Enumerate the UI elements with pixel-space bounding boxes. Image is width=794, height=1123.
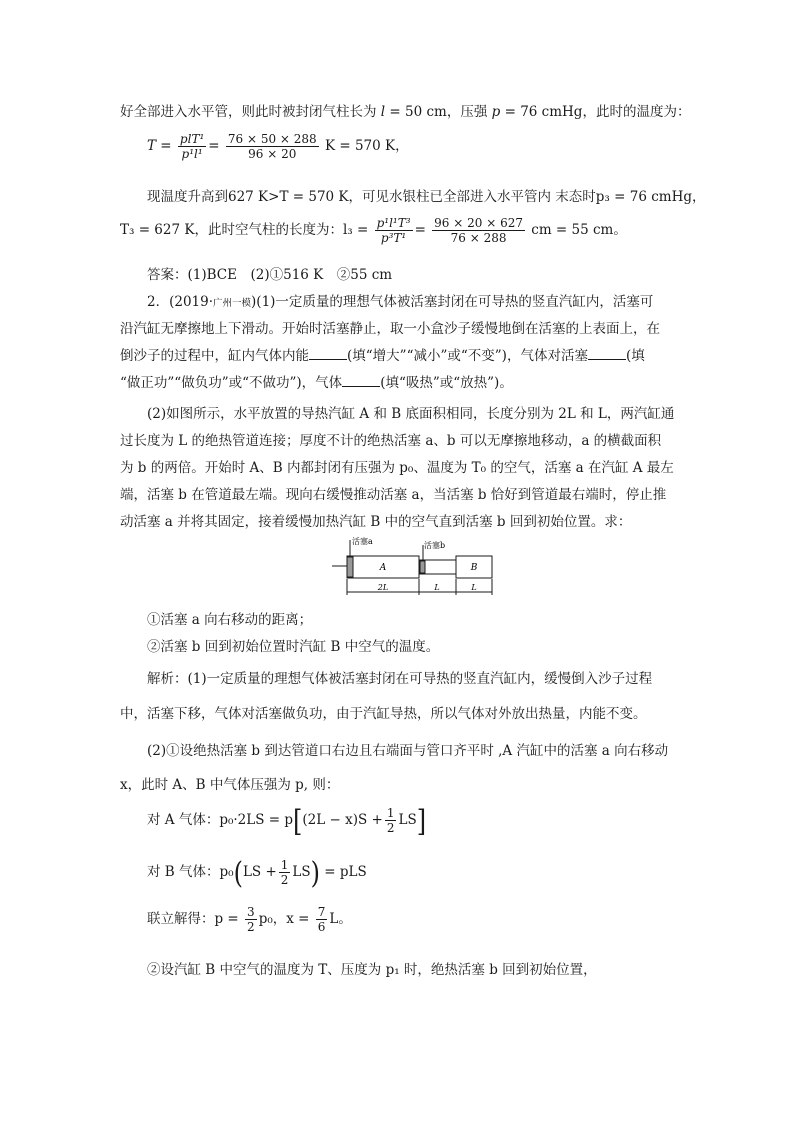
numerator: 1 xyxy=(386,806,395,820)
denominator: 2 xyxy=(247,920,255,934)
text: 联立解得：p = xyxy=(147,911,239,927)
dim-L-pipe: L xyxy=(434,583,440,592)
text: 对 A 气体：p₀·2LS = p xyxy=(147,812,294,828)
text: 对 B 气体：p₀ xyxy=(147,864,234,880)
blank xyxy=(342,374,380,387)
analysis-line-4: x，此时 A、B 中气体压强为 p, 则： xyxy=(120,777,340,793)
result: cm = 55 cm。 xyxy=(526,222,627,238)
text: 倒沙子的过程中，缸内气体内能 xyxy=(120,348,309,364)
formula-temperature: T = $\frac{\text{plT¹}}{\text{p¹l¹}}$ = $\frac{76 \times 50 \times 288}{96 \times 20}$ K = 570 K， xyxy=(147,132,409,161)
denominator: 2 xyxy=(386,821,395,835)
label-cyl-a: A xyxy=(379,563,387,573)
numerator: 3 xyxy=(247,905,255,919)
formula-length: T₃ = 627 K，此时空气柱的长度为：l₃ = $\frac{\text{p¹l¹T³}}{\text{p³T¹}}$ = $\frac{96 \times 20 \times 627}{76 \times 288}$ cm = 55 cm。 xyxy=(120,216,627,245)
result: K = 570 K， xyxy=(320,138,409,154)
q2-part2-line-2: 过长度为 L 的绝热管道连接；厚度不计的绝热活塞 a、b 可以无摩擦地移动，a 的横截面积 xyxy=(120,433,662,449)
denominator: 96 × 20 xyxy=(226,146,319,161)
text: (填 xyxy=(625,348,645,364)
text: )(1)一定质量的理想气体被活塞封闭在可导热的竖直汽缸内，活塞可 xyxy=(251,294,654,310)
label-piston-a: 活塞a xyxy=(352,537,373,546)
denominator: p³T¹ xyxy=(375,230,413,245)
analysis-line-3: (2)①设绝热活塞 b 到达管道口右边且右端面与管口齐平时 ,A 汽缸中的活塞 a 向右移动 xyxy=(147,743,669,759)
q2-line-1 xyxy=(147,290,653,310)
numerator: 96 × 20 × 627 xyxy=(434,216,523,230)
piston-b xyxy=(420,561,425,573)
cylinder-figure xyxy=(320,535,520,600)
numerator: plT¹ xyxy=(179,132,205,146)
numerator: p¹l¹T³ xyxy=(376,216,411,230)
source-tag: 广州一模 xyxy=(213,298,252,309)
text: “做正功”“做负功”或“不做功”)，气体 xyxy=(120,375,343,391)
bracket: ] xyxy=(416,803,427,838)
text: (填“吸热”或“放热”)。 xyxy=(380,375,513,391)
blank xyxy=(309,347,347,360)
fraction xyxy=(385,806,397,835)
bracket: ) xyxy=(310,855,320,890)
text: (填“增大”“减小”或“不变”)，气体对活塞 xyxy=(347,348,588,364)
text: p₀，x = xyxy=(258,911,310,927)
blank xyxy=(588,347,626,360)
text: = 76 cmHg，此时的温度为： xyxy=(500,104,691,120)
solution-result xyxy=(147,905,352,934)
analysis-line-5: ②设汽缸 B 中空气的温度为 T、压度为 p₁ 时，绝热活塞 b 回到初始位置， xyxy=(147,962,597,978)
q2-line-3 xyxy=(120,344,645,364)
fraction xyxy=(375,216,413,245)
var-p: p xyxy=(491,104,501,120)
text: LS xyxy=(398,812,417,828)
denominator: 76 × 288 xyxy=(432,230,525,245)
sub-question-1: ①活塞 a 向右移动的距离； xyxy=(147,612,313,628)
label-cyl-b: B xyxy=(470,563,478,573)
text: LS xyxy=(292,864,311,880)
text: = 50 cm，压强 xyxy=(385,104,492,120)
q2-part2-line-5: 动活塞 a 并将其固定，接着缓慢加热汽缸 B 中的空气直到活塞 b 回到初始位置。求： xyxy=(120,514,632,530)
equation-gas-b xyxy=(147,855,367,890)
q2-part2-line-4: 端，活塞 b 在管道最左端。现向右缓慢推动活塞 a，当活塞 b 恰好到管道最右端时，停止推 xyxy=(120,487,667,503)
numerator: 7 xyxy=(317,905,326,919)
fraction xyxy=(279,858,291,887)
label-piston-b: 活塞b xyxy=(424,541,446,550)
dim-2L: 2L xyxy=(377,583,389,592)
text: (2L − x)S + xyxy=(302,812,383,828)
bracket: [ xyxy=(293,803,303,838)
formula-lhs: T xyxy=(147,138,157,154)
analysis-line-2: 中，活塞下移，气体对活塞做负功，由于汽缸导热，所以气体对外放出热量，内能不变。 xyxy=(120,706,647,722)
piston-a xyxy=(347,557,353,577)
denominator: 2 xyxy=(280,873,289,887)
fraction xyxy=(432,216,525,245)
denominator: p¹l¹ xyxy=(178,146,206,161)
text: LS + xyxy=(242,864,277,880)
fraction xyxy=(245,905,257,934)
fraction xyxy=(226,132,319,161)
sub-question-2: ②活塞 b 回到初始位置时汽缸 B 中空气的温度。 xyxy=(147,639,440,655)
q2-line-2: 沿汽缸无摩擦地上下滑动。开始时活塞静止，取一小盒沙子缓慢地倒在活塞的上表面上，在 xyxy=(120,321,660,337)
equation-gas-a xyxy=(147,803,427,838)
bracket: ( xyxy=(233,855,243,890)
var-l: l xyxy=(380,104,386,120)
numerator: 1 xyxy=(280,858,289,872)
dim-L-b: L xyxy=(471,583,477,592)
text: L。 xyxy=(329,911,352,927)
sol-line-2: 现温度升高到627 K>T = 570 K，可见水银柱已全部进入水平管内 末态时p₃ = 76 cmHg， xyxy=(147,189,706,205)
q2-part2-line-3: 为 b 的两倍。开始时 A、B 内都封闭有压强为 p₀、温度为 T₀ 的空气，活塞 a 在汽缸 A 最左 xyxy=(120,460,674,476)
fraction xyxy=(316,905,328,934)
denominator: 6 xyxy=(317,920,326,934)
text: 好全部进入水平管，则此时被封闭气柱长为 xyxy=(120,104,381,120)
text: T₃ = 627 K，此时空气柱的长度为：l₃ = xyxy=(120,222,369,238)
text: = pLS xyxy=(320,864,367,880)
fraction xyxy=(178,132,206,161)
text: 2．(2019· xyxy=(147,294,214,310)
q2-part2-line-1: (2)如图所示，水平放置的导热汽缸 A 和 B 底面积相同，长度分别为 2L 和 L，两汽缸通 xyxy=(147,406,675,422)
sol-line-1 xyxy=(120,100,690,120)
q2-line-4 xyxy=(120,371,513,391)
numerator: 76 × 50 × 288 xyxy=(227,132,317,146)
answer-line: 答案：(1)BCE (2)①516 K ②55 cm xyxy=(147,267,393,283)
analysis-line-1: 解析：(1)一定质量的理想气体被活塞封闭在可导热的竖直汽缸内，缓慢倒入沙子过程 xyxy=(147,671,653,687)
